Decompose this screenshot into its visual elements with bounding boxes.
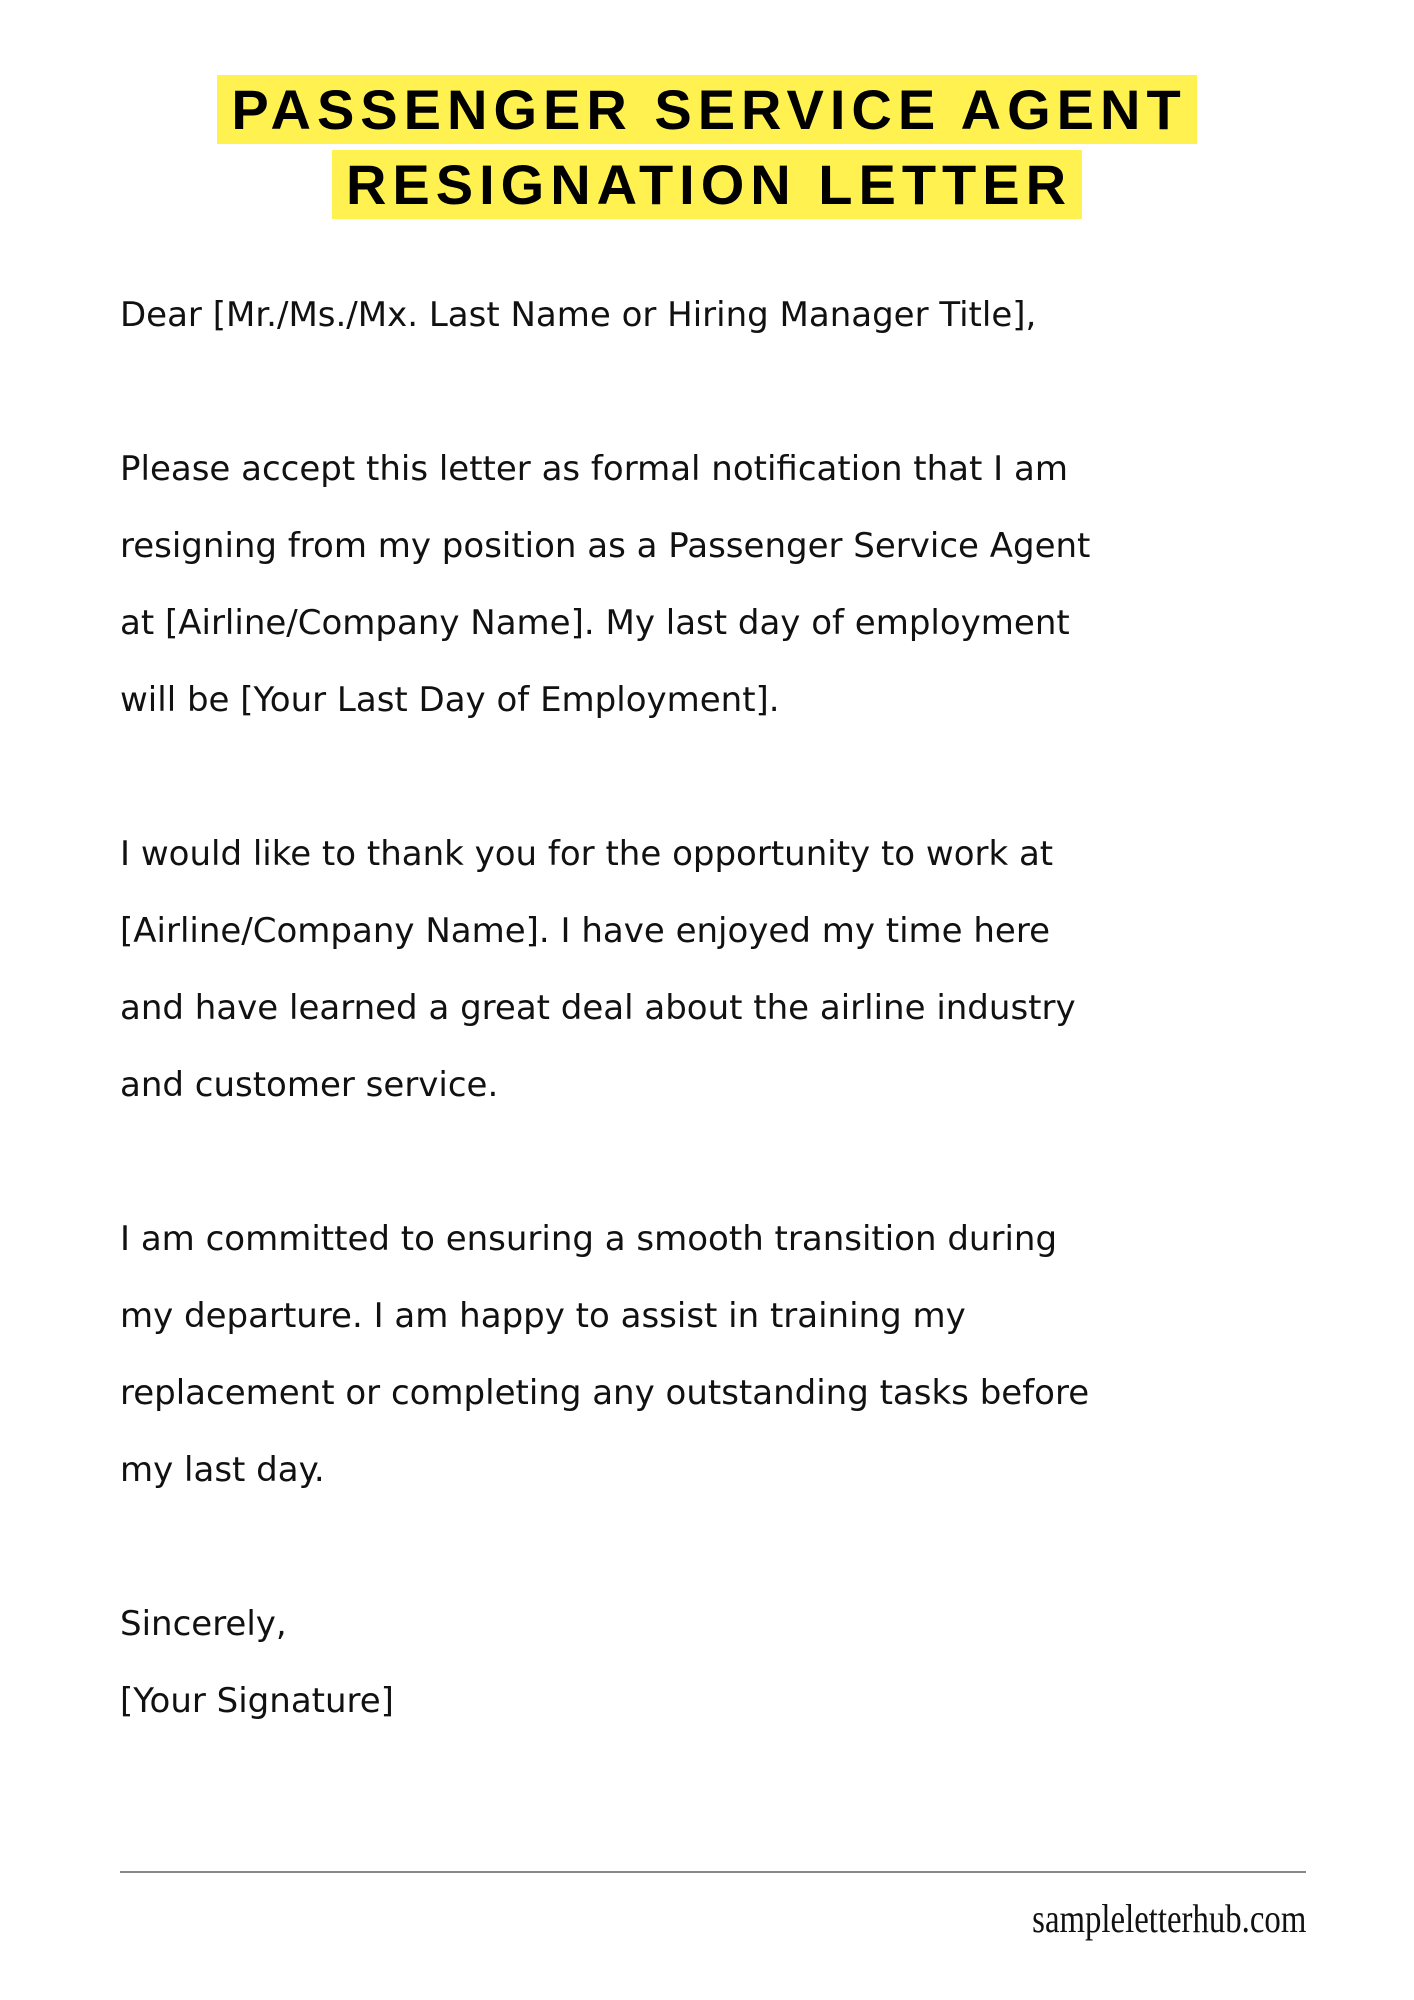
letter-body — [120, 277, 1090, 1740]
paragraph-1 — [120, 431, 1090, 739]
salutation: Dear [Mr./Ms./Mx. Last Name or Hiring Manager Title], — [120, 295, 1037, 335]
text-line: I would like to thank you for the opportunity to work at — [120, 834, 1054, 874]
text-line: my departure. I am happy to assist in training my — [120, 1296, 966, 1336]
title-highlight: RESIGNATION LETTER — [332, 150, 1082, 219]
title-line-2 — [0, 150, 1414, 219]
paragraph-2 — [120, 816, 1090, 1124]
text-line: [Airline/Company Name]. I have enjoyed my time here — [120, 911, 1051, 951]
title-line-1 — [0, 75, 1414, 144]
text-line: my last day. — [120, 1450, 325, 1490]
text-line: resigning from my position as a Passenger Service Agent — [120, 526, 1091, 566]
title-highlight: PASSENGER SERVICE AGENT — [217, 75, 1196, 144]
paragraph-3 — [120, 1201, 1090, 1509]
text-line: Please accept this letter as formal notification that I am — [120, 449, 1068, 489]
text-line: at [Airline/Company Name]. My last day of employment — [120, 603, 1070, 643]
footer-divider — [120, 1871, 1306, 1873]
signature: [Your Signature] — [120, 1681, 394, 1721]
footer-site: sampleletterhub.com — [1031, 1896, 1306, 1941]
text-line: and customer service. — [120, 1065, 499, 1105]
text-line: and have learned a great deal about the airline industry — [120, 988, 1076, 1028]
closing: Sincerely, — [120, 1604, 287, 1644]
text-line: will be [Your Last Day of Employment]. — [120, 680, 780, 720]
text-line: replacement or completing any outstanding tasks before — [120, 1373, 1090, 1413]
text-line: I am committed to ensuring a smooth transition during — [120, 1219, 1058, 1259]
